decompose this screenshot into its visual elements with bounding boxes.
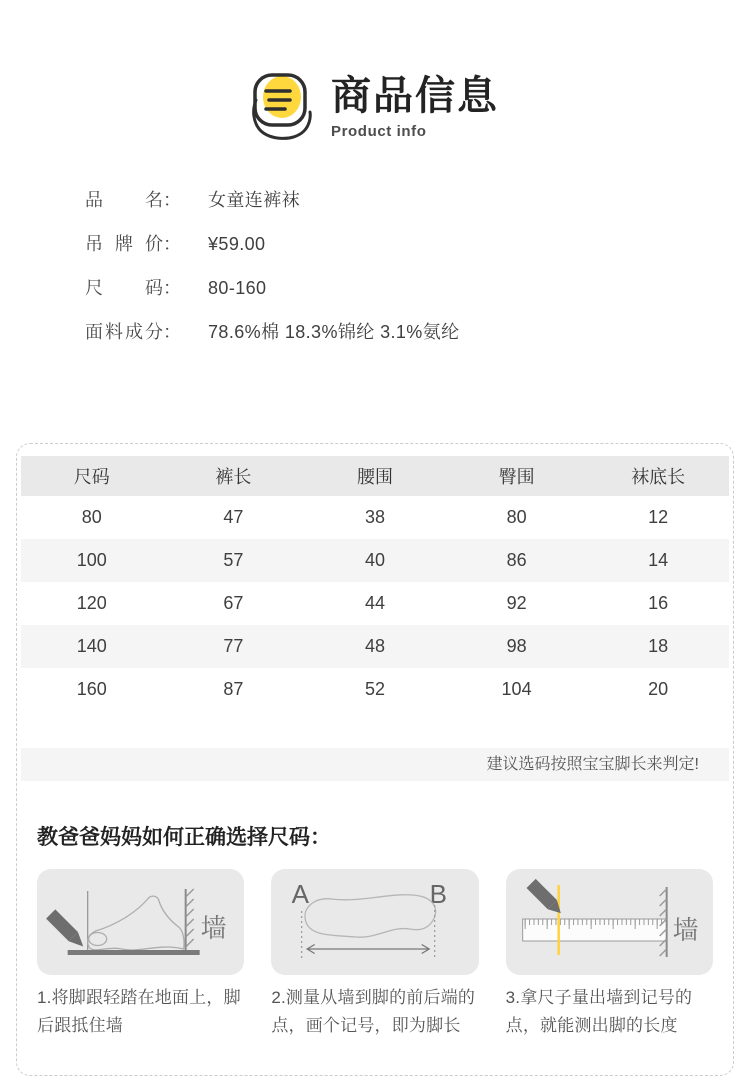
cell: 140 [76,636,107,656]
header [0,68,750,148]
ruler-measure-icon [506,869,713,975]
size-panel [16,443,734,1076]
cell: 18 [648,636,669,656]
tag-price-value: ¥59.00 [208,234,266,254]
cell: 48 [364,636,385,656]
cell: 40 [364,550,385,570]
step-caption-2: 2.测量从墙到脚的前后端的点，画个记号，即为脚长 [271,988,476,1035]
wall-label: 墙 [200,913,227,943]
measuring-guide [37,869,713,1040]
cell: 80 [81,507,102,527]
cell: 92 [506,593,527,613]
col-pant-length: 裤长 [163,456,305,496]
cell: 44 [364,593,385,613]
step-caption-1: 1.将脚跟轻踏在地面上，脚后跟抵住墙 [37,988,241,1035]
size-selection-note: 建议选码按照宝宝脚长来判定! [21,748,729,781]
point-b-label: B [429,879,448,909]
cell: 77 [223,636,244,656]
detail-row-size-range: 尺码： 80-160 [85,278,267,298]
detail-label: 面料成分 [85,322,163,342]
col-waist: 腰围 [304,456,446,496]
table-row [21,668,729,711]
detail-label: 品名 [85,190,163,210]
table-row [21,539,729,582]
point-a-label: A [291,879,310,909]
pencil-icon [46,909,88,951]
guide-step-3 [506,869,713,1040]
detail-row-tag-price: 吊牌价： ¥59.00 [85,234,266,254]
guide-step-1 [37,869,244,1040]
size-table [21,456,729,711]
product-info-bubble-icon [251,68,315,148]
cell: 80 [506,507,527,527]
detail-label: 吊牌价 [85,234,163,254]
size-table-header-row [21,456,729,496]
cell: 38 [364,507,385,527]
step-caption-3: 3.拿尺子量出墙到记号的点，就能测出脚的长度 [505,988,693,1035]
page-title: 商品信息 [331,74,499,118]
table-row [21,625,729,668]
cell: 67 [223,593,244,613]
cell: 47 [223,507,244,527]
cell: 12 [648,507,669,527]
wall-label: 墙 [672,915,699,945]
col-size: 尺码 [21,456,163,496]
cell: 14 [648,550,669,570]
detail-row-product-name: 品名： 女童连裤袜 [85,190,300,210]
product-details [85,190,750,343]
foot-outline-measure-icon [271,869,478,975]
page-subtitle: Product info [331,123,427,140]
cell: 87 [223,679,244,699]
cell: 120 [76,593,107,613]
col-hip: 臀围 [446,456,588,496]
cell: 104 [501,679,532,699]
cell: 86 [506,550,527,570]
table-row [21,582,729,625]
col-sole-length: 袜底长 [587,456,729,496]
foot-heel-against-wall-icon [37,869,244,975]
cell: 160 [76,679,107,699]
table-row [21,496,729,539]
fabric-composition-value: 78.6%棉 18.3%锦纶 3.1%氨纶 [208,322,460,342]
cell: 98 [506,636,527,656]
detail-row-fabric: 面料成分： 78.6%棉 18.3%锦纶 3.1%氨纶 [85,322,460,342]
size-range-value: 80-160 [208,278,267,298]
product-name-value: 女童连裤袜 [208,190,300,210]
cell: 20 [648,679,669,699]
cell: 52 [364,679,385,699]
cell: 100 [76,550,107,570]
cell: 16 [648,593,669,613]
detail-label: 尺码 [85,278,163,298]
cell: 57 [223,550,244,570]
guide-heading: 教爸爸妈妈如何正确选择尺码： [37,826,331,849]
guide-step-2 [271,869,478,1040]
